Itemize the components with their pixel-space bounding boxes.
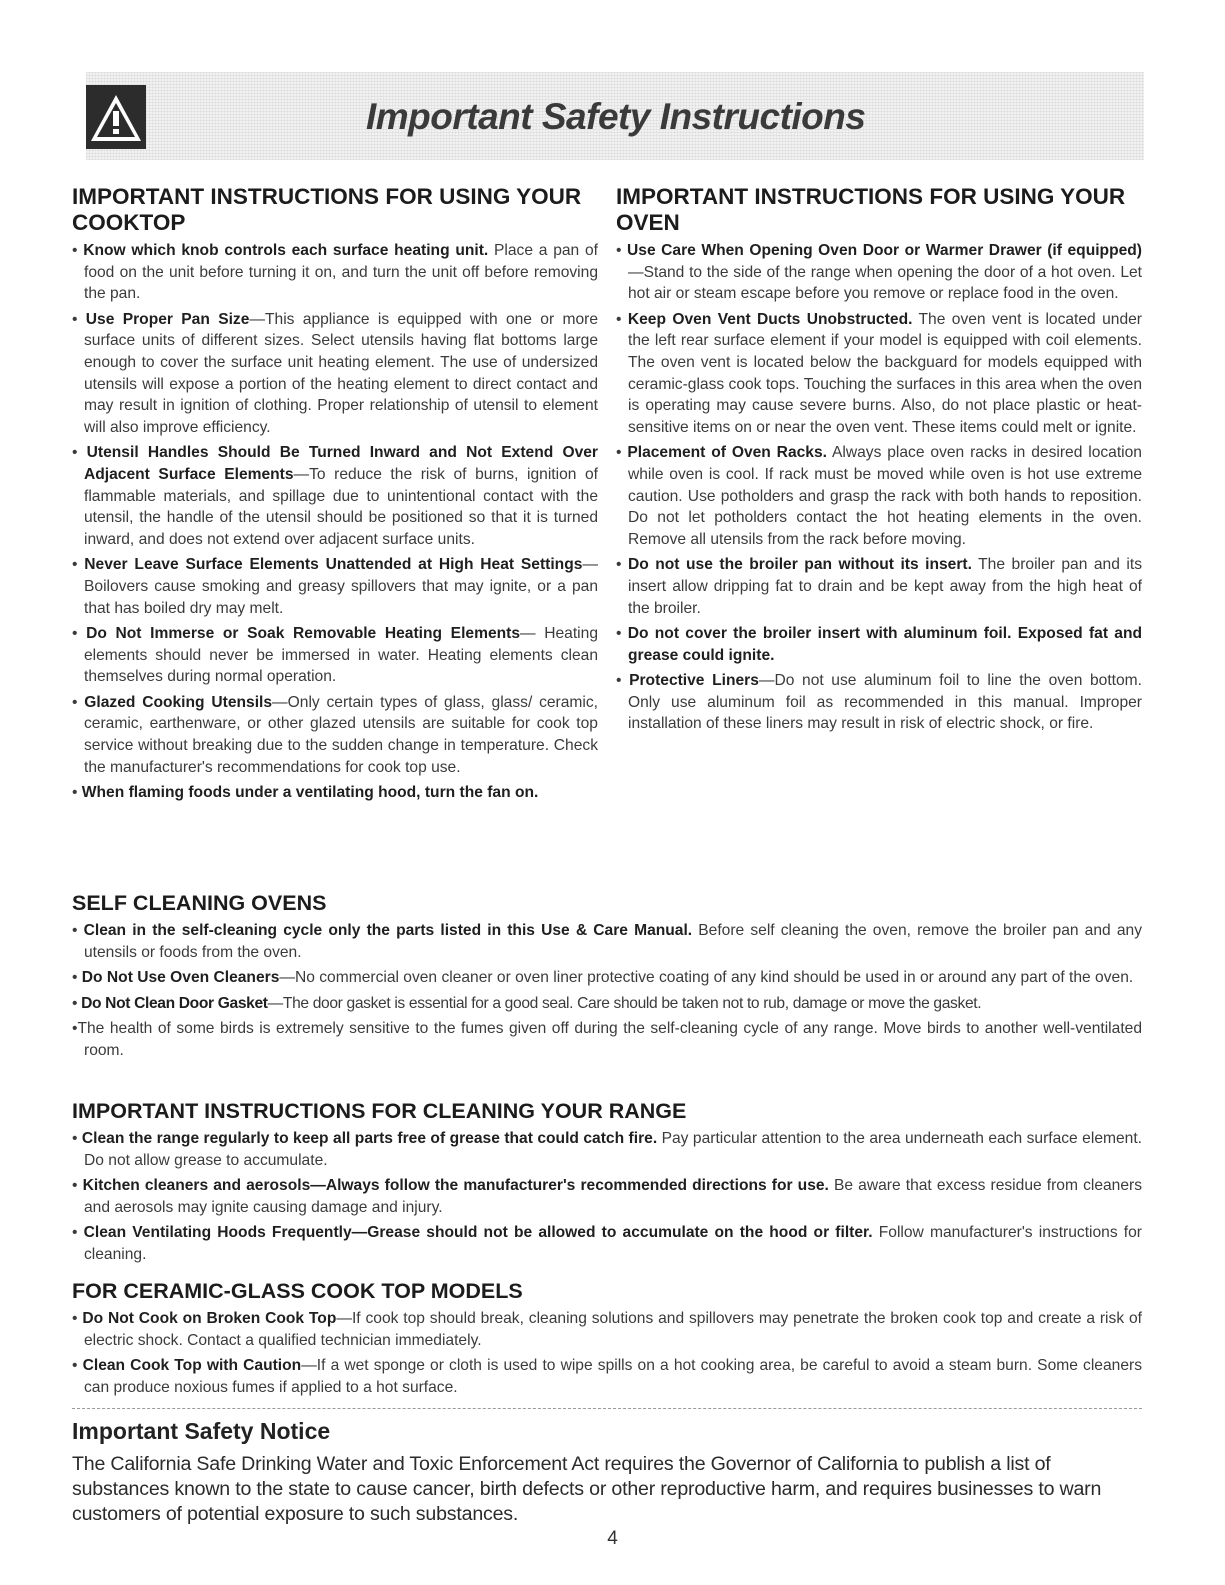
item-text: The broiler pan and its insert allow dripping fat to drain and be kept away from the high heat of the broiler.: [628, 556, 1142, 617]
list-item: • Protective Liners—Do not use aluminum foil to line the oven bottom. Only use aluminum foil as recommended in this manual. Improper installation of these liners may result in risk of electric shock, or fire.: [616, 672, 1142, 733]
item-bold: Clean Cook Top with Caution: [82, 1357, 302, 1375]
oven-section: [616, 184, 1142, 735]
list-item: • Do not cover the broiler insert with aluminum foil. Exposed fat and grease could ignite.: [616, 625, 1142, 664]
ceramic-section: [72, 1278, 1142, 1398]
list-item: • When flaming foods under a ventilating hood, turn the fan on.: [72, 784, 539, 802]
item-bold: When flaming foods under a ventilating hood, turn the fan on.: [81, 784, 539, 802]
self-cleaning-heading: SELF CLEANING OVENS: [72, 891, 327, 915]
notice-body: The California Safe Drinking Water and Toxic Enforcement Act requires the Governor of California to publish a list of substances known to the state to cause cancer, birth defects or other reproductive harm, and requires businesses to warn customers of potential exposure to such substances.: [72, 1453, 1102, 1525]
item-bold: Do Not Immerse or Soak Removable Heating Elements: [86, 625, 521, 643]
item-bold: Do not cover the broiler insert with aluminum foil. Exposed fat and grease could ignite.: [627, 625, 1142, 664]
item-text: —Stand to the side of the range when opening the door of a hot oven. Let hot air or steam escape before you remove or replace food in the oven.: [628, 263, 1142, 303]
item-bold: Kitchen cleaners and aerosols—Always follow the manufacturer's recommended directions for use.: [82, 1177, 829, 1195]
item-bold: Do Not Clean Door Gasket: [81, 994, 268, 1012]
list-item: • Use Proper Pan Size—This appliance is equipped with one or more surface units of different sizes. Select utensils having flat bottoms large enough to cover the surface unit heating element. The use of undersized utensils will expose a portion of the heating element to direct contact and may result in ignition of clothing. Proper relationship of utensil to element will also improve efficiency.: [72, 310, 599, 436]
cooktop-list: [72, 240, 598, 804]
item-text: Pay particular attention to the area underneath each surface element. Do not allow grease to accumulate.: [84, 1130, 1142, 1169]
list-item: • Do Not Clean Door Gasket—The door gasket is essential for a good seal. Care should be taken not to rub, damage or move the gasket.: [72, 994, 982, 1012]
item-text: The oven vent is located under the left rear surface element if your model is equipped with coil elements. The oven vent is located below the backguard for models equipped with ceramic-glass cook tops. Touching the surfaces in this area when the oven is operating may cause severe burns. Also, do not place plastic or heat-sensitive items on or near the oven vent. These items could melt or ignite.: [628, 310, 1142, 436]
item-bold: Know which knob controls each surface heating unit.: [83, 242, 489, 259]
list-item: • Placement of Oven Racks. Always place oven racks in desired location while oven is cool. If rack must be moved while oven is hot use extreme caution. Use potholders and grasp the rack with both hands to reposition. Do not let potholders contact the hot heating elements in the oven. Remove all utensils from the rack before moving.: [616, 444, 1142, 548]
list-item: • Kitchen cleaners and aerosols—Always follow the manufacturer's recommended directions for use. Be aware that excess residue from cleaners and aerosols may ignite causing damage and injury.: [72, 1177, 1143, 1216]
ceramic-heading: FOR CERAMIC-GLASS COOK TOP MODELS: [72, 1279, 523, 1303]
item-text: —Do not use aluminum foil to line the oven bottom. Only use aluminum foil as recommended in this manual. Improper installation of these liners may result in risk of electric shock, or fire.: [628, 672, 1142, 733]
list-item: • Clean the range regularly to keep all parts free of grease that could catch fire. Pay particular attention to the area underneath each surface element. Do not allow grease to accumulate.: [72, 1130, 1142, 1169]
list-item: • Do Not Cook on Broken Cook Top—If cook top should break, cleaning solutions and spillovers may penetrate the broken cook top and create a risk of electric shock. Contact a qualified technician immediately.: [72, 1310, 1142, 1349]
item-text: Place a pan of food on the unit before turning it on, and turn the unit off before removing the pan.: [84, 242, 598, 303]
item-bold: Clean the range regularly to keep all parts free of grease that could catch fire.: [81, 1130, 658, 1147]
list-item: • Do not use the broiler pan without its insert. The broiler pan and its insert allow dripping fat to drain and be kept away from the high heat of the broiler.: [616, 556, 1142, 617]
item-bold: Clean Ventilating Hoods Frequently—Grease should not be allowed to accumulate on the hood or filter.: [83, 1224, 873, 1242]
item-bold: Protective Liners: [629, 672, 759, 690]
item-text: Be aware that excess residue from cleaners and aerosols may ignite causing damage and injury.: [84, 1177, 1143, 1216]
page-number: 4: [607, 1528, 618, 1549]
item-text: —Boilovers cause smoking and greasy spillovers that may ignite, or a pan that has boiled dry may melt.: [84, 556, 598, 617]
oven-list: [616, 240, 1142, 735]
list-item: • Utensil Handles Should Be Turned Inward and Not Extend Over Adjacent Surface Elements—To reduce the risk of burns, ignition of flammable materials, and spillage due to unintentional contact with the utensil, the handle of the utensil should be positioned so that it is turned inward, and does not extend over adjacent surface units.: [72, 444, 598, 548]
list-item: • Use Care When Opening Oven Door or Warmer Drawer (if equipped)—Stand to the side of the range when opening the door of a hot oven. Let hot air or steam escape before you remove or replace food in the oven.: [616, 242, 1142, 303]
item-bold: Utensil Handles Should Be Turned Inward and Not Extend Over Adjacent Surface Elements: [84, 444, 598, 483]
item-text: —To reduce the risk of burns, ignition of flammable materials, and spillage due to unintentional contact with the utensil, the handle of the utensil should be positioned so that it is turned inward, and does not extend over adjacent surface units.: [84, 465, 598, 548]
item-text: Always place oven racks in desired location while oven is cool. If rack must be moved while oven is hot use extreme caution. Use potholders and grasp the rack with both hands to reposition. Do not let potholders contact the hot heating elements in the oven. Remove all utensils from the rack before moving.: [628, 444, 1142, 548]
item-bold: Clean in the self-cleaning cycle only the parts listed in this Use & Care Manual.: [83, 922, 693, 939]
item-text: Before self cleaning the oven, remove the broiler pan and any utensils or foods from the oven.: [84, 922, 1142, 961]
list-item: • Clean Ventilating Hoods Frequently—Grease should not be allowed to accumulate on the hood or filter. Follow manufacturer's instructions for cleaning.: [72, 1224, 1142, 1263]
item-text: —No commercial oven cleaner or oven liner protective coating of any kind should be used in or around any part of the oven.: [279, 969, 1134, 987]
list-item: •The health of some birds is extremely sensitive to the fumes given off during the self-cleaning cycle of any range. Move birds to another well-ventilated room.: [72, 1020, 1142, 1059]
list-item: • Glazed Cooking Utensils—Only certain types of glass, glass/ ceramic, ceramic, earthenware, or other glazed utensils are suitable for cook top service without breaking due to the sudden change in temperature. Check the manufacturer's recommendations for cook top use.: [72, 693, 599, 776]
item-text: —Only certain types of glass, glass/ ceramic, ceramic, earthenware, or other glazed utensils are suitable for cook top service without breaking due to the sudden change in temperature. Check the manufacturer's recommendations for cook top use.: [84, 693, 599, 776]
divider: [72, 1408, 1142, 1409]
item-bold: Never Leave Surface Elements Unattended at High Heat Settings: [84, 556, 583, 574]
item-bold: Use Proper Pan Size: [85, 310, 250, 328]
item-text: Follow manufacturer's instructions for cleaning.: [84, 1224, 1142, 1263]
header-banner: [86, 72, 1144, 160]
item-text: The health of some birds is extremely sensitive to the fumes given off during the self-cleaning cycle of any range. Move birds to another well-ventilated room.: [77, 1020, 1142, 1059]
oven-heading: IMPORTANT INSTRUCTIONS FOR USING YOUR OVEN: [616, 184, 1126, 235]
item-bold: Placement of Oven Racks.: [627, 444, 827, 462]
page-title: Important Safety Instructions: [366, 96, 866, 137]
item-text: —If a wet sponge or cloth is used to wipe spills on a hot cooking area, be careful to avoid a steam burn. Some cleaners can produce noxious fumes if applied to a hot surface.: [84, 1357, 1142, 1396]
list-item: • Clean Cook Top with Caution—If a wet sponge or cloth is used to wipe spills on a hot cooking area, be careful to avoid a steam burn. Some cleaners can produce noxious fumes if applied to a hot surface.: [72, 1357, 1142, 1396]
cleaning-range-heading: IMPORTANT INSTRUCTIONS FOR CLEANING YOUR RANGE: [72, 1099, 687, 1123]
item-bold: Do not use the broiler pan without its insert.: [627, 556, 972, 574]
item-text: —If cook top should break, cleaning solutions and spillovers may penetrate the broken cook top and create a risk of electric shock. Contact a qualified technician immediately.: [84, 1310, 1142, 1349]
list-item: • Know which knob controls each surface heating unit. Place a pan of food on the unit before turning it on, and turn the unit off before removing the pan.: [72, 242, 598, 303]
cooktop-section: [72, 184, 598, 804]
item-text: —The door gasket is essential for a good seal. Care should be taken not to rub, damage or move the gasket.: [267, 994, 982, 1012]
notice-title: Important Safety Notice: [72, 1418, 331, 1444]
list-item: • Do Not Use Oven Cleaners—No commercial oven cleaner or oven liner protective coating of any kind should be used in or around any part of the oven.: [72, 969, 1134, 987]
list-item: • Clean in the self-cleaning cycle only the parts listed in this Use & Care Manual. Before self cleaning the oven, remove the broiler pan and any utensils or foods from the oven.: [72, 922, 1142, 961]
item-text: — Heating elements should never be immersed in water. Heating elements clean themselves during normal operation.: [84, 625, 598, 686]
list-item: • Do Not Immerse or Soak Removable Heating Elements— Heating elements should never be immersed in water. Heating elements clean themselves during normal operation.: [72, 625, 598, 686]
item-bold: Use Care When Opening Oven Door or Warmer Drawer (if equipped): [627, 242, 1142, 259]
self-cleaning-section: [72, 890, 1142, 1062]
list-item: • Keep Oven Vent Ducts Unobstructed. The oven vent is located under the left rear surface element if your model is equipped with coil elements. The oven vent is located below the backguard for models equipped with ceramic-glass cook tops. Touching the surfaces in this area when the oven is operating may cause severe burns. Also, do not place plastic or heat-sensitive items on or near the oven vent. These items could melt or ignite.: [616, 310, 1142, 436]
item-bold: Glazed Cooking Utensils: [84, 693, 273, 711]
item-text: —This appliance is equipped with one or more surface units of different sizes. Select utensils having flat bottoms large enough to cover the surface unit heating element. The use of undersized utensils will expose a portion of the heating element to direct contact and may result in ignition of clothing. Proper relationship of utensil to element will also improve efficiency.: [84, 310, 599, 436]
item-bold: Keep Oven Vent Ducts Unobstructed.: [627, 310, 913, 328]
cooktop-heading: IMPORTANT INSTRUCTIONS FOR USING YOUR COOKTOP: [72, 184, 582, 235]
item-bold: Do Not Cook on Broken Cook Top: [82, 1310, 337, 1327]
item-bold: Do Not Use Oven Cleaners: [81, 969, 280, 987]
list-item: • Never Leave Surface Elements Unattended at High Heat Settings—Boilovers cause smoking and greasy spillovers that may ignite, or a pan that has boiled dry may melt.: [72, 556, 598, 617]
cleaning-range-section: [72, 1098, 1142, 1266]
warning-triangle-icon: [86, 85, 146, 149]
